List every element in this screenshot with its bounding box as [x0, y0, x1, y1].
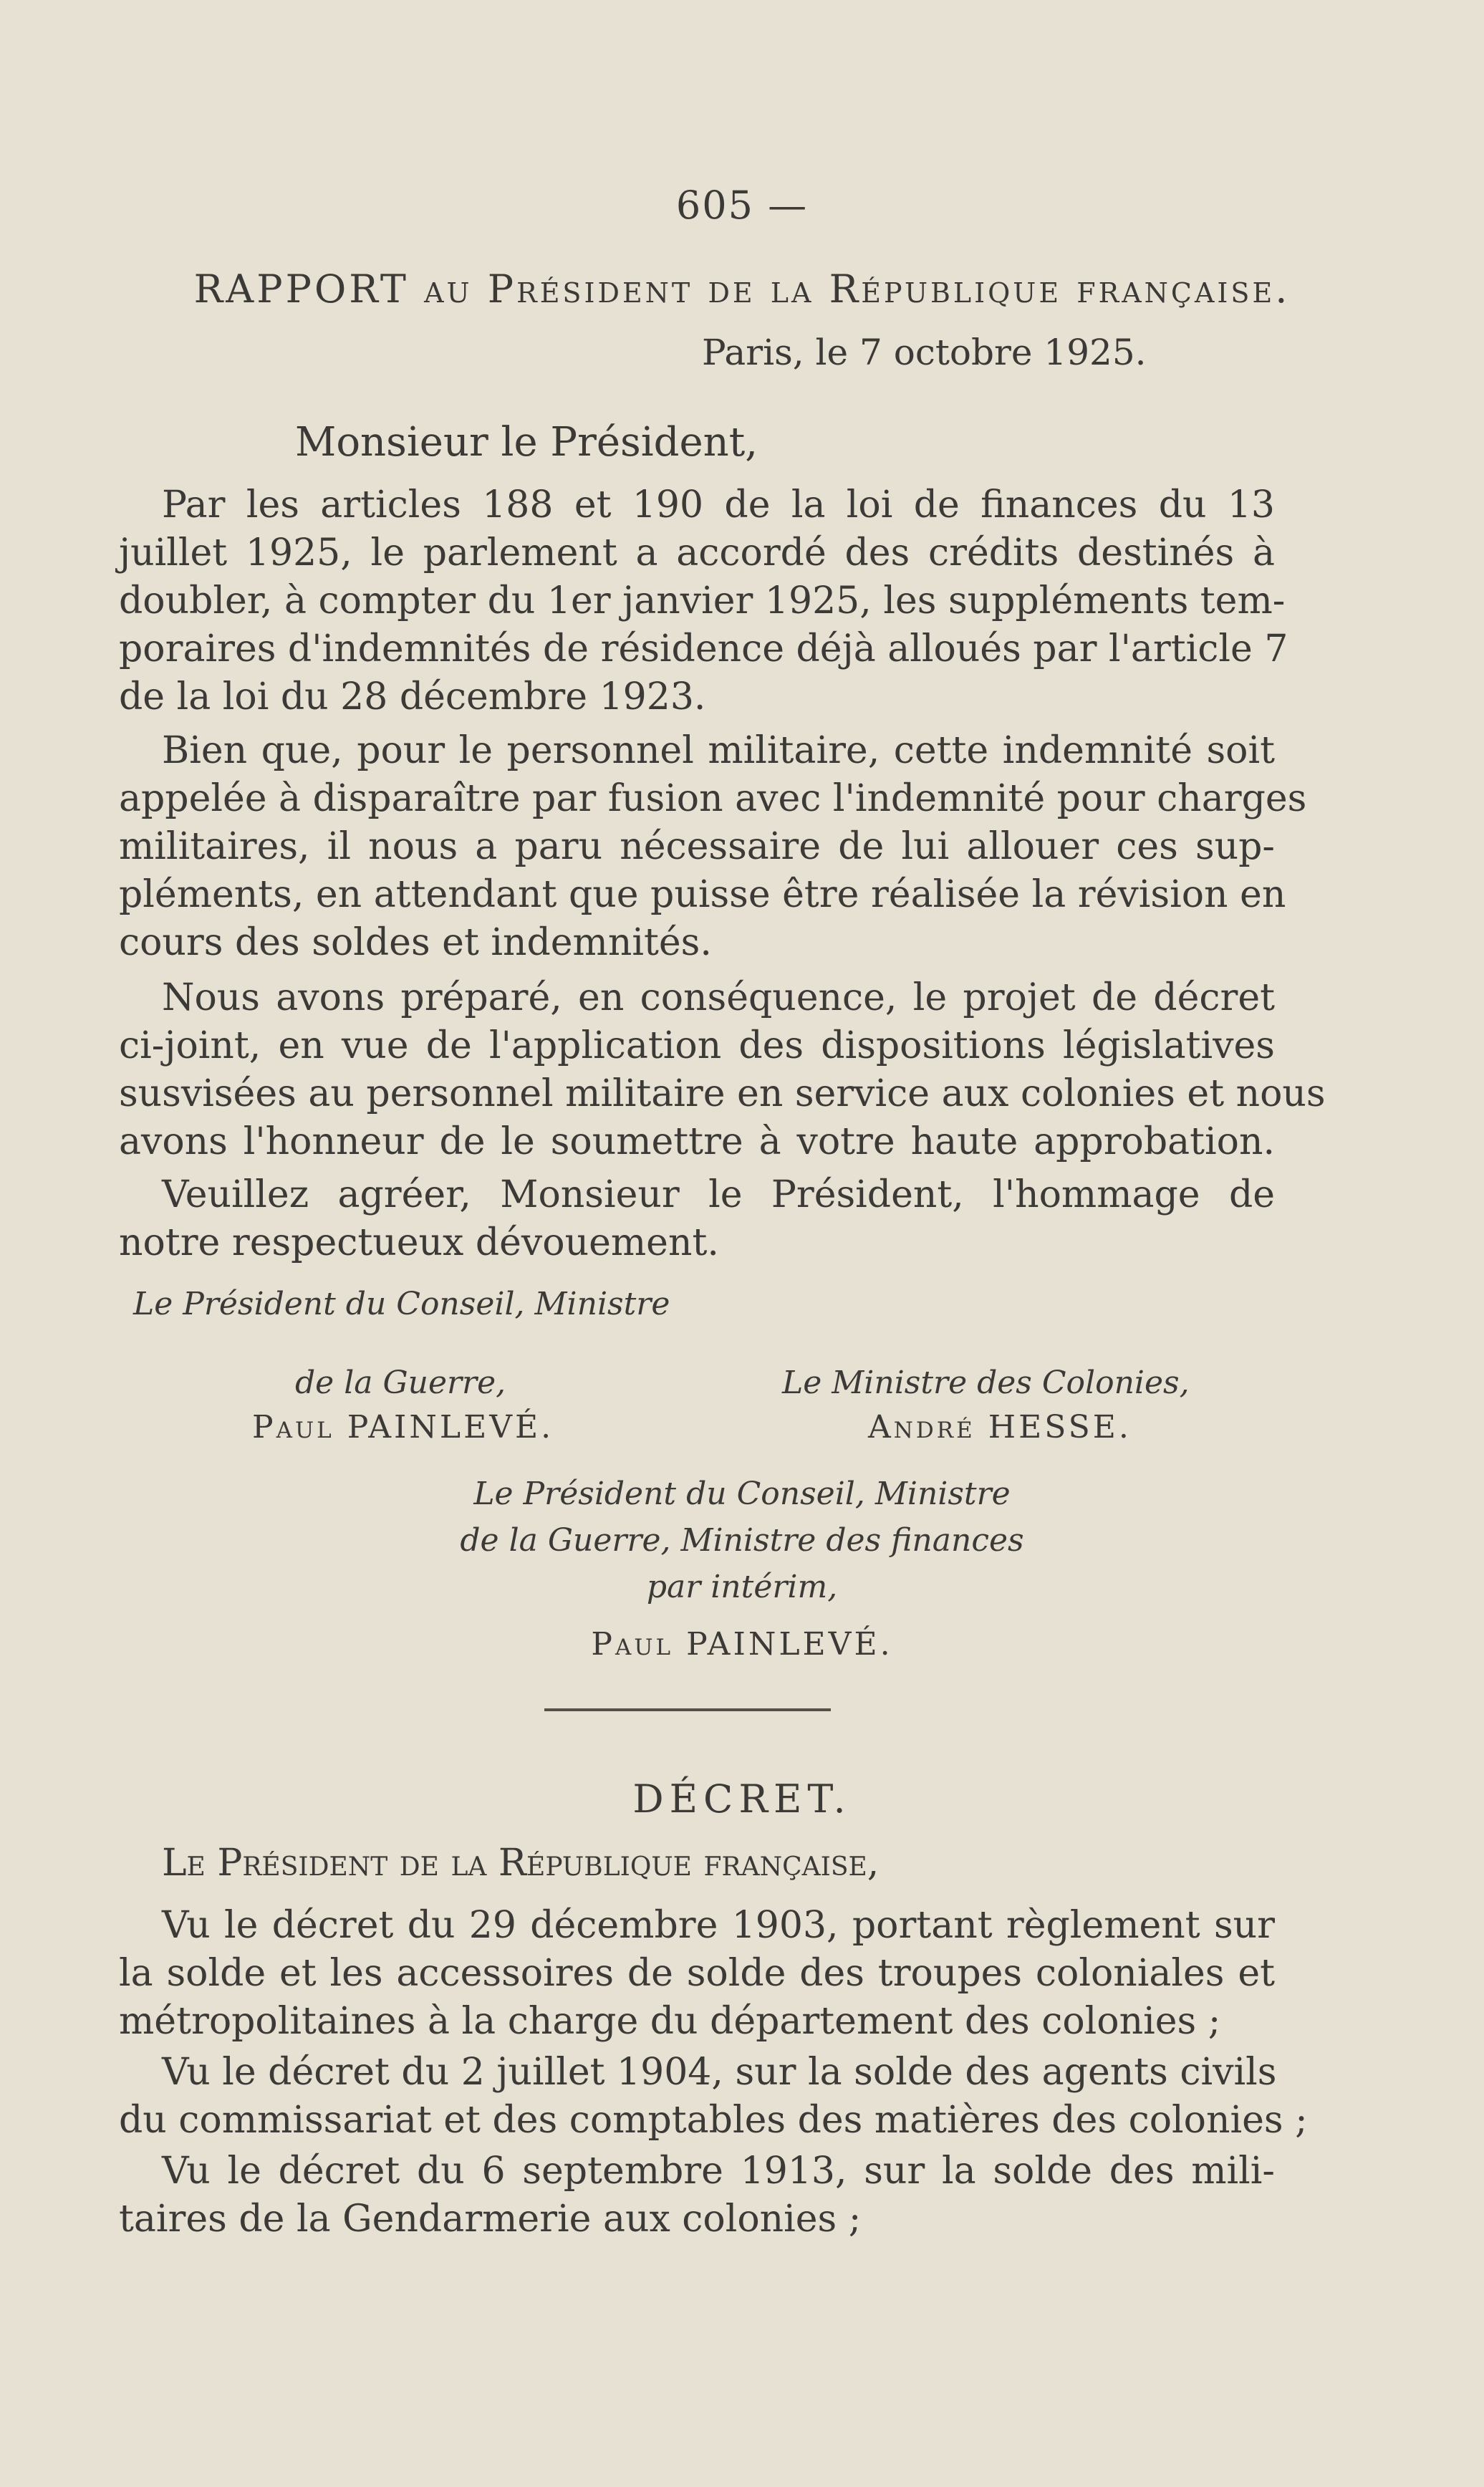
signature-left-title-2: de la Guerre,: [295, 1365, 506, 1401]
rapport-paragraph-4: [119, 1171, 1275, 1267]
signature-left-name: Paul PAINLEVÉ.: [252, 1409, 554, 1445]
decret-title: DÉCRET.: [632, 1776, 852, 1822]
section-divider: [544, 1708, 831, 1711]
signature-center-title-2: de la Guerre, Ministre des finances: [460, 1522, 1024, 1559]
text-line: Vu le décret du 29 décembre 1903, portant règlement sur: [162, 1904, 1275, 1947]
decret-paragraph-1: [119, 1839, 1275, 1887]
rapport-paragraph-2: [119, 727, 1307, 967]
signature-center-title-3: par intérim,: [646, 1569, 838, 1605]
text-line: juillet 1925, le parlement a accordé des crédits destinés à: [119, 531, 1275, 574]
page-number: 605 —: [675, 183, 809, 228]
rapport-paragraph-1: [119, 481, 1288, 721]
signature-left-title-1: Le Président du Conseil, Ministre: [133, 1286, 670, 1322]
text-line: cours des soldes et indemnités.: [119, 921, 712, 964]
text-line: Le Président de la République française,: [162, 1842, 880, 1885]
salutation: Monsieur le Président,: [295, 419, 758, 466]
text-line: Veuillez agréer, Monsieur le Président, l'hommage de: [162, 1173, 1275, 1216]
text-line: métropolitaines à la charge du département des colonies ;: [119, 2000, 1221, 2043]
text-line: la solde et les accessoires de solde des troupes coloniales et: [119, 1952, 1275, 1995]
text-line: notre respectueux dévouement.: [119, 1221, 719, 1264]
signature-center-title-1: Le Président du Conseil, Ministre: [473, 1476, 1011, 1512]
text-line: Nous avons préparé, en conséquence, le projet de décret: [162, 976, 1275, 1019]
signature-right-title: Le Ministre des Colonies,: [782, 1365, 1190, 1401]
text-line: taires de la Gendarmerie aux colonies ;: [119, 2198, 862, 2241]
decret-paragraph-3: [119, 2049, 1308, 2145]
text-line: du commissariat et des comptables des matières des colonies ;: [119, 2099, 1308, 2142]
text-line: appelée à disparaître par fusion avec l'indemnité pour charges: [119, 777, 1307, 820]
text-line: pléments, en attendant que puisse être réalisée la révision en: [119, 873, 1286, 916]
signature-center-name: Paul PAINLEVÉ.: [591, 1626, 893, 1663]
decret-paragraph-2: [119, 1902, 1275, 2046]
decret-paragraph-4: [119, 2147, 1275, 2243]
text-line: de la loi du 28 décembre 1923.: [119, 675, 706, 718]
rapport-paragraph-3: [119, 974, 1326, 1166]
text-line: Vu le décret du 6 septembre 1913, sur la solde des mili-: [162, 2150, 1275, 2193]
text-line: Par les articles 188 et 190 de la loi de finances du 13: [162, 484, 1275, 526]
text-line: Bien que, pour le personnel militaire, cette indemnité soit: [162, 729, 1275, 772]
report-heading: RAPPORT au Président de la République française.: [193, 266, 1291, 312]
text-line: militaires, il nous a paru nécessaire de lui allouer ces sup-: [119, 825, 1275, 868]
text-line: doubler, à compter du 1er janvier 1925, les suppléments tem-: [119, 579, 1286, 622]
text-line: Vu le décret du 2 juillet 1904, sur la solde des agents civils: [162, 2051, 1277, 2094]
text-line: susvisées au personnel militaire en service aux colonies et nous: [119, 1072, 1326, 1115]
dateline: Paris, le 7 octobre 1925.: [702, 332, 1147, 373]
text-line: ci-joint, en vue de l'application des dispositions législatives: [119, 1024, 1275, 1067]
text-line: avons l'honneur de le soumettre à votre haute approbation.: [119, 1120, 1275, 1163]
text-line: poraires d'indemnités de résidence déjà alloués par l'article 7: [119, 627, 1288, 670]
signature-right-name: André HESSE.: [868, 1409, 1132, 1445]
